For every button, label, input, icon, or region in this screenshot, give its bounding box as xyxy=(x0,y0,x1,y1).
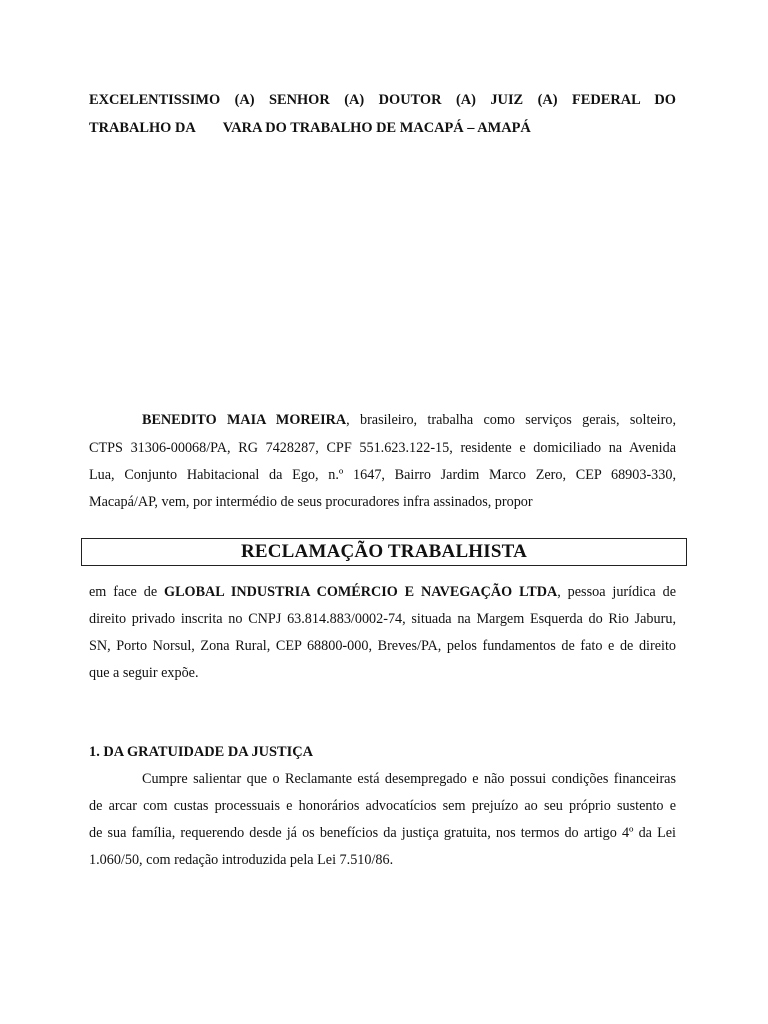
section1-text-3: de sua família, requerendo desde já os benefícios da justiça gratuita, nos termos do artigo 4º da Lei xyxy=(89,825,676,841)
qualification-text-1: , brasileiro, trabalha como serviços gerais, solteiro, xyxy=(346,412,676,428)
section1-line-1 xyxy=(142,769,676,789)
defendant-text-2: direito privado inscrita no CNPJ 63.814.883/0002-74, situada na Margem Esquerda do Rio Jaburu, xyxy=(89,611,676,627)
qualification-line-1 xyxy=(142,410,676,430)
defendant-line-1 xyxy=(89,582,676,602)
section1-line-4 xyxy=(89,850,676,870)
court-address-text-2b: VARA DO TRABALHO DE MACAPÁ – AMAPÁ xyxy=(222,120,531,136)
section1-text-2: de arcar com custas processuais e honorários advocatícios sem prejuízo ao seu próprio sustento e xyxy=(89,798,676,814)
court-address-line-2 xyxy=(89,118,676,138)
defendant-prefix: em face de xyxy=(89,584,165,600)
qualification-text-2: CTPS 31306-00068/PA, RG 7428287, CPF 551.623.122-15, residente e domiciliado na Avenida xyxy=(89,440,676,456)
court-address-text-1: EXCELENTISSIMO (A) SENHOR (A) DOUTOR (A) JUIZ (A) FEDERAL DO xyxy=(89,92,676,108)
qualification-text-3: Lua, Conjunto Habitacional da Ego, n.º 1647, Bairro Jardim Marco Zero, CEP 68903-330, xyxy=(89,467,676,483)
qualification-line-3 xyxy=(89,465,676,485)
defendant-text-3: SN, Porto Norsul, Zona Rural, CEP 68800-000, Breves/PA, pelos fundamentos de fato e de direito xyxy=(89,638,676,654)
court-address-line-1 xyxy=(89,90,676,110)
qualification-line-4 xyxy=(89,492,676,512)
defendant-line-2 xyxy=(89,609,676,629)
action-title-box xyxy=(81,538,687,566)
section1-line-2 xyxy=(89,796,676,816)
defendant-line-4 xyxy=(89,663,676,683)
defendant-company: GLOBAL INDUSTRIA COMÉRCIO E NAVEGAÇÃO LTDA xyxy=(164,584,558,600)
plaintiff-name: BENEDITO MAIA MOREIRA xyxy=(142,412,347,428)
defendant-text-1: , pessoa jurídica de xyxy=(557,584,677,600)
section1-text-4: 1.060/50, com redação introduzida pela Lei 7.510/86. xyxy=(89,852,394,868)
section1-text-1: Cumpre salientar que o Reclamante está desempregado e não possui condições financeiras xyxy=(142,771,676,787)
section1-line-3 xyxy=(89,823,676,843)
qualification-text-4: Macapá/AP, vem, por intermédio de seus procuradores infra assinados, propor xyxy=(89,494,533,510)
action-title: RECLAMAÇÃO TRABALHISTA xyxy=(240,541,528,562)
section-title-gratuidade: 1. DA GRATUIDADE DA JUSTIÇA xyxy=(89,744,314,760)
court-address-text-2a: TRABALHO DA xyxy=(89,120,196,136)
qualification-line-2 xyxy=(89,438,676,458)
defendant-line-3 xyxy=(89,636,676,656)
defendant-text-4: que a seguir expõe. xyxy=(89,665,199,681)
